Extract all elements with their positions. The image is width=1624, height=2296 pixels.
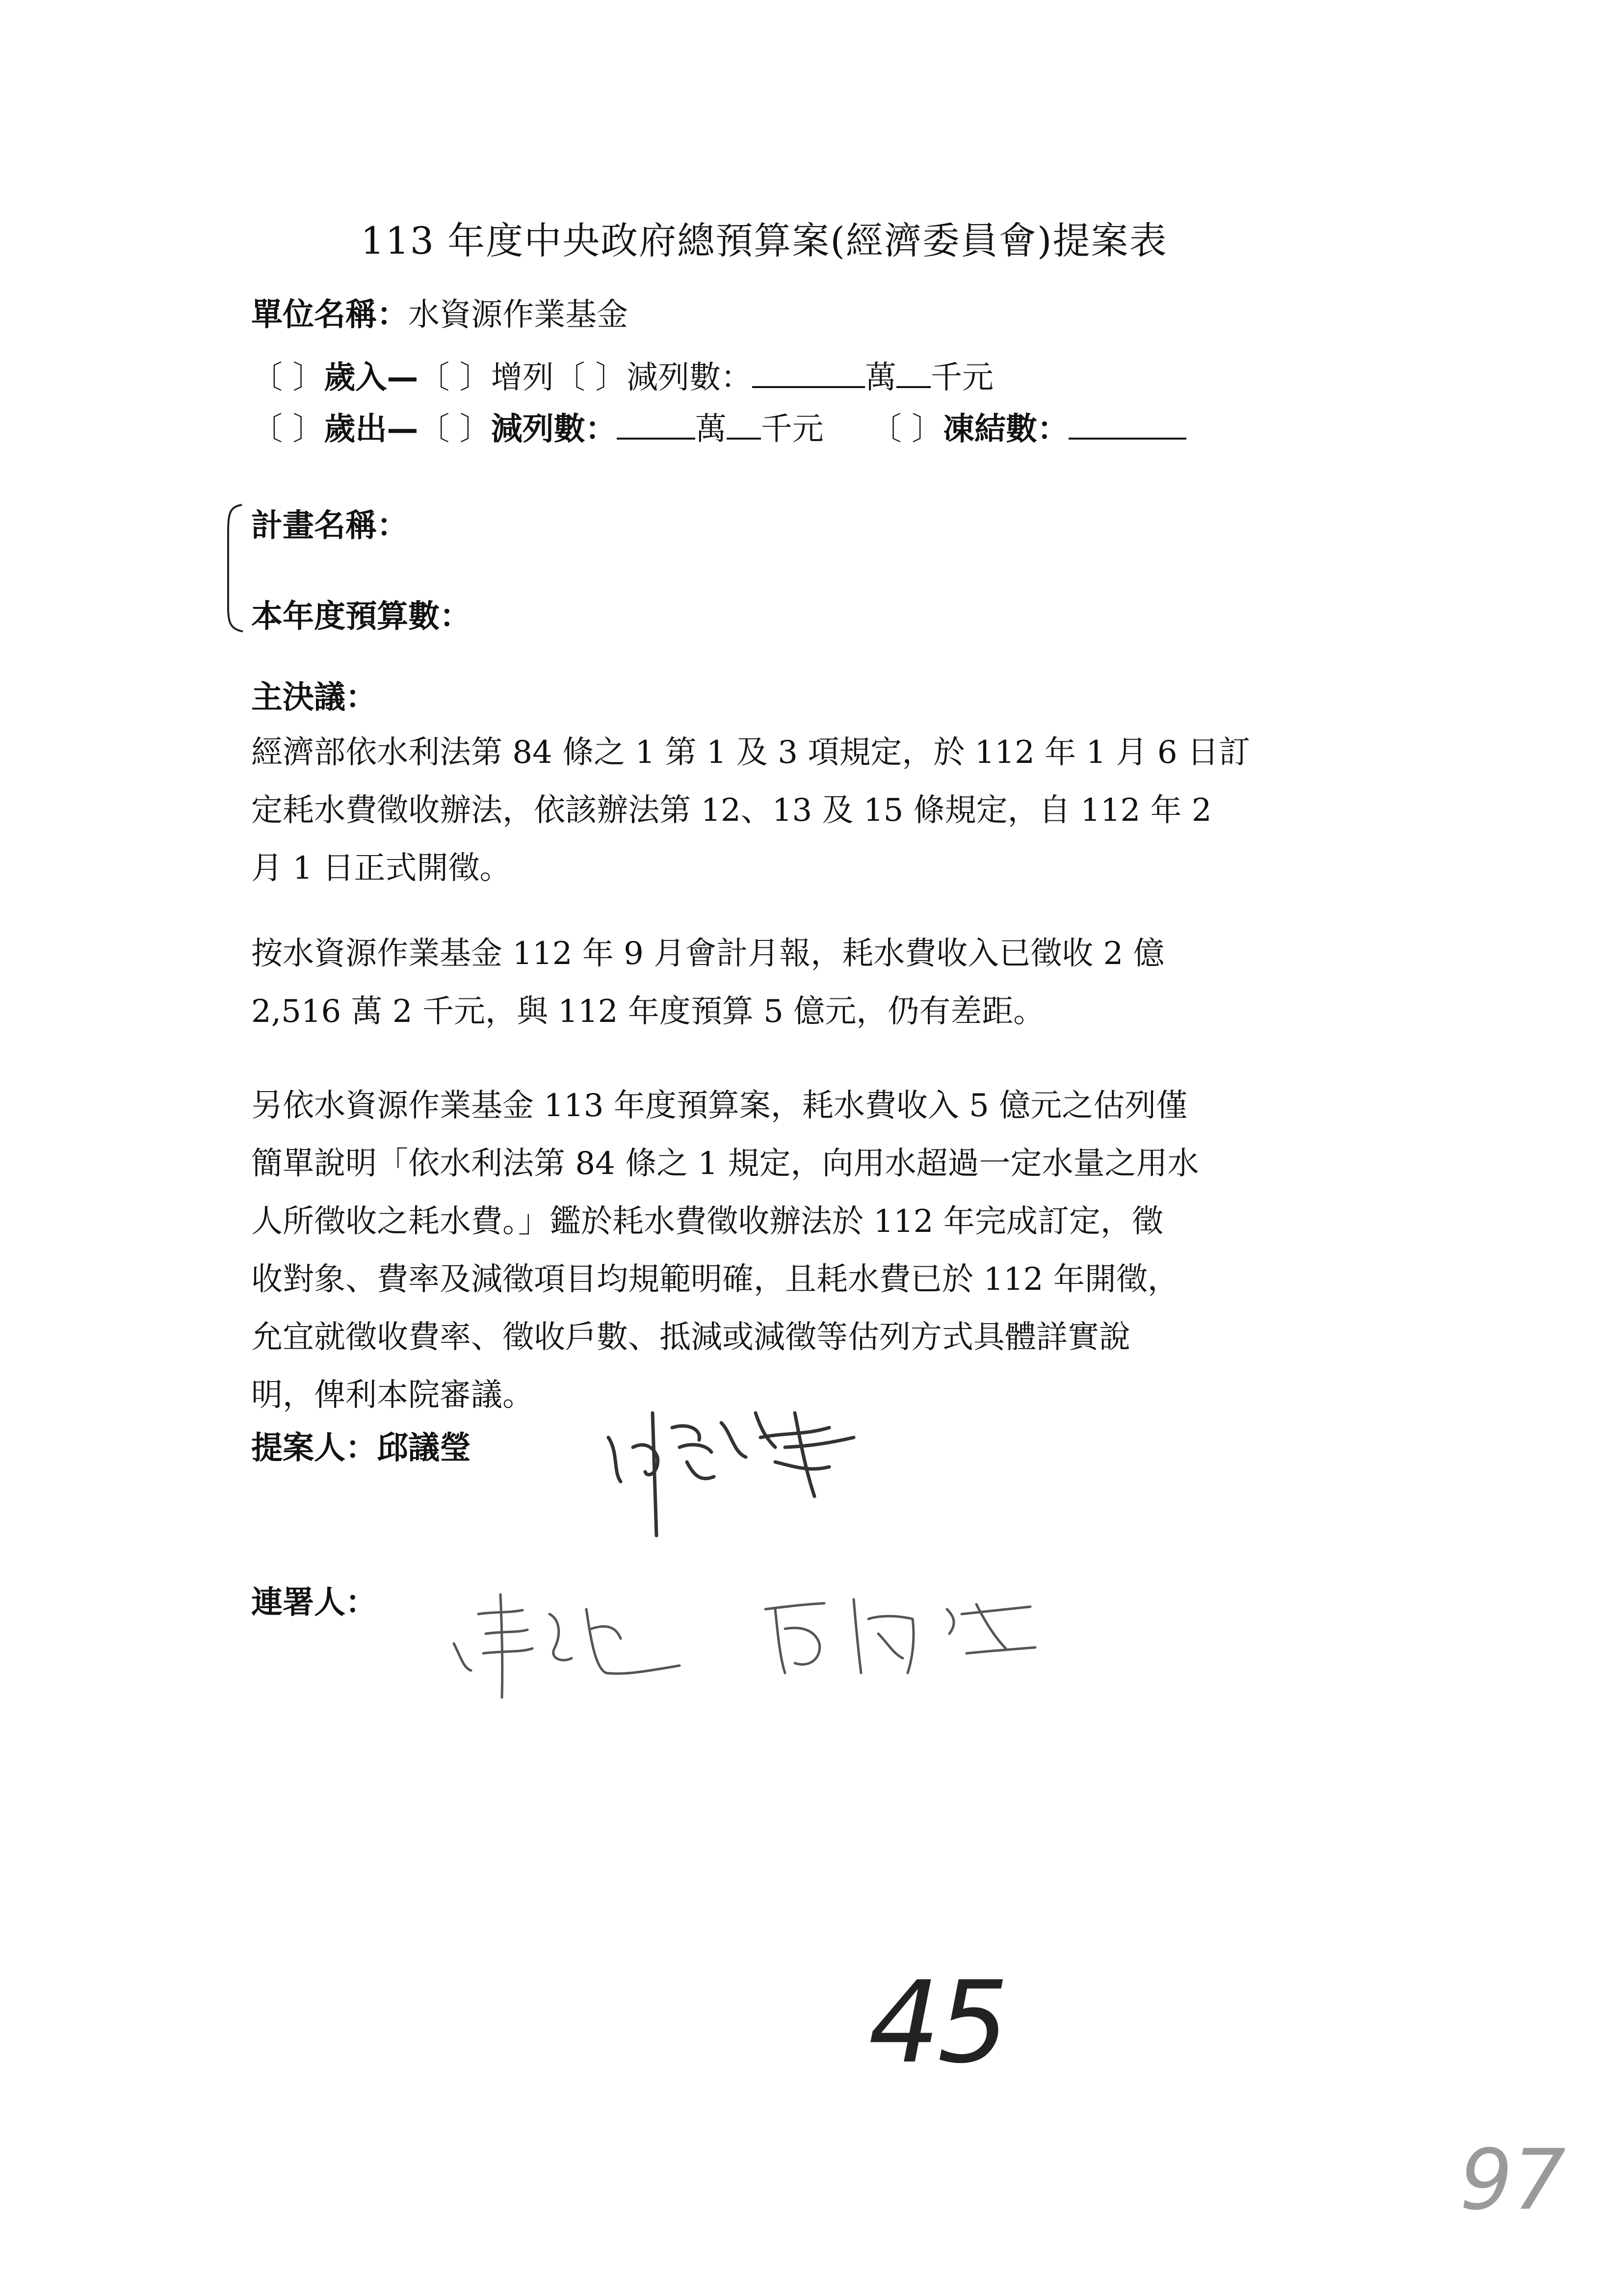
- proposer-signature: [599, 1393, 873, 1540]
- expense-wan-blank: [617, 412, 695, 440]
- text-line: 定耗水費徵收辦法，依該辦法第 12、13 及 15 條規定，自 112 年 2: [251, 792, 1212, 829]
- paragraph-3: [251, 1077, 1429, 1424]
- text-line: 明，俾利本院審議。: [251, 1377, 534, 1413]
- expense-checkbox: 〔 〕: [251, 411, 324, 447]
- proposer-row: [251, 1430, 471, 1466]
- expense-cut-label: 減列數：: [491, 411, 617, 447]
- proposer-label: 提案人：: [251, 1430, 377, 1466]
- cosigner-signature-2: [756, 1590, 1070, 1688]
- income-cut-checkbox: 〔 〕: [553, 360, 627, 396]
- plan-name-label: 計畫名稱：: [251, 508, 408, 544]
- expense-label: 歲出—: [324, 411, 419, 447]
- income-add-checkbox: 〔 〕: [418, 360, 491, 396]
- income-wan-unit: 萬: [865, 360, 897, 396]
- page-number: 45: [868, 1957, 1006, 2088]
- unit-value: 水資源作業基金: [408, 297, 628, 333]
- income-label: 歲入—: [324, 360, 419, 396]
- text-line: 按水資源作業基金 112 年 9 月會計月報，耗水費收入已徵收 2 億: [251, 936, 1165, 972]
- freeze-label: 凍結數：: [943, 411, 1069, 447]
- text-line: 2,516 萬 2 千元，與 112 年度預算 5 億元，仍有差距。: [251, 993, 1045, 1030]
- left-brace: [223, 503, 245, 633]
- proposer-name: 邱議瑩: [377, 1430, 471, 1466]
- unit-row: [251, 299, 628, 331]
- text-line: 允宜就徵收費率、徵收戶數、抵減或減徵等估列方式具體詳實說: [251, 1319, 1130, 1356]
- income-cut-label: 減列數：: [627, 360, 753, 396]
- budget-amount-label: 本年度預算數：: [251, 599, 471, 635]
- expense-cut-checkbox: 〔 〕: [418, 411, 491, 447]
- expense-row: [251, 412, 1186, 445]
- resolution-label: 主決議：: [251, 679, 377, 716]
- freeze-blank: [1069, 412, 1186, 440]
- freeze-checkbox: 〔 〕: [870, 411, 943, 447]
- income-row: [251, 360, 994, 396]
- cosigner-signature-1: [444, 1585, 787, 1702]
- expense-qian-unit: 千元: [760, 411, 824, 447]
- paragraph-1: [251, 724, 1429, 897]
- income-checkbox: 〔 〕: [251, 360, 324, 396]
- text-line: 另依水資源作業基金 113 年度預算案，耗水費收入 5 億元之估列僅: [251, 1088, 1188, 1124]
- text-line: 經濟部依水利法第 84 條之 1 第 1 及 3 項規定，於 112 年 1 月 6 日訂: [251, 734, 1250, 771]
- unit-label: 單位名稱：: [251, 297, 408, 333]
- text-line: 收對象、費率及減徵項目均規範明確，且耗水費已於 112 年開徵，: [251, 1261, 1179, 1298]
- text-line: 月 1 日正式開徵。: [251, 850, 511, 887]
- expense-wan-unit: 萬: [695, 411, 727, 447]
- paragraph-2: [251, 925, 1429, 1041]
- expense-qian-blank: [727, 412, 761, 440]
- income-qian-unit: 千元: [931, 360, 994, 396]
- sheet-number: 97: [1460, 2132, 1566, 2229]
- income-wan-blank: [752, 361, 865, 388]
- income-qian-blank: [896, 361, 931, 388]
- text-line: 人所徵收之耗水費。」鑑於耗水費徵收辦法於 112 年完成訂定，徵: [251, 1203, 1163, 1240]
- text-line: 簡單說明「依水利法第 84 條之 1 規定，向用水超過一定水量之用水: [251, 1146, 1199, 1182]
- cosigner-label: 連署人：: [251, 1585, 377, 1621]
- income-add-label: 增列: [491, 360, 554, 396]
- document-title: 113 年度中央政府總預算案(經濟委員會)提案表: [361, 219, 1168, 262]
